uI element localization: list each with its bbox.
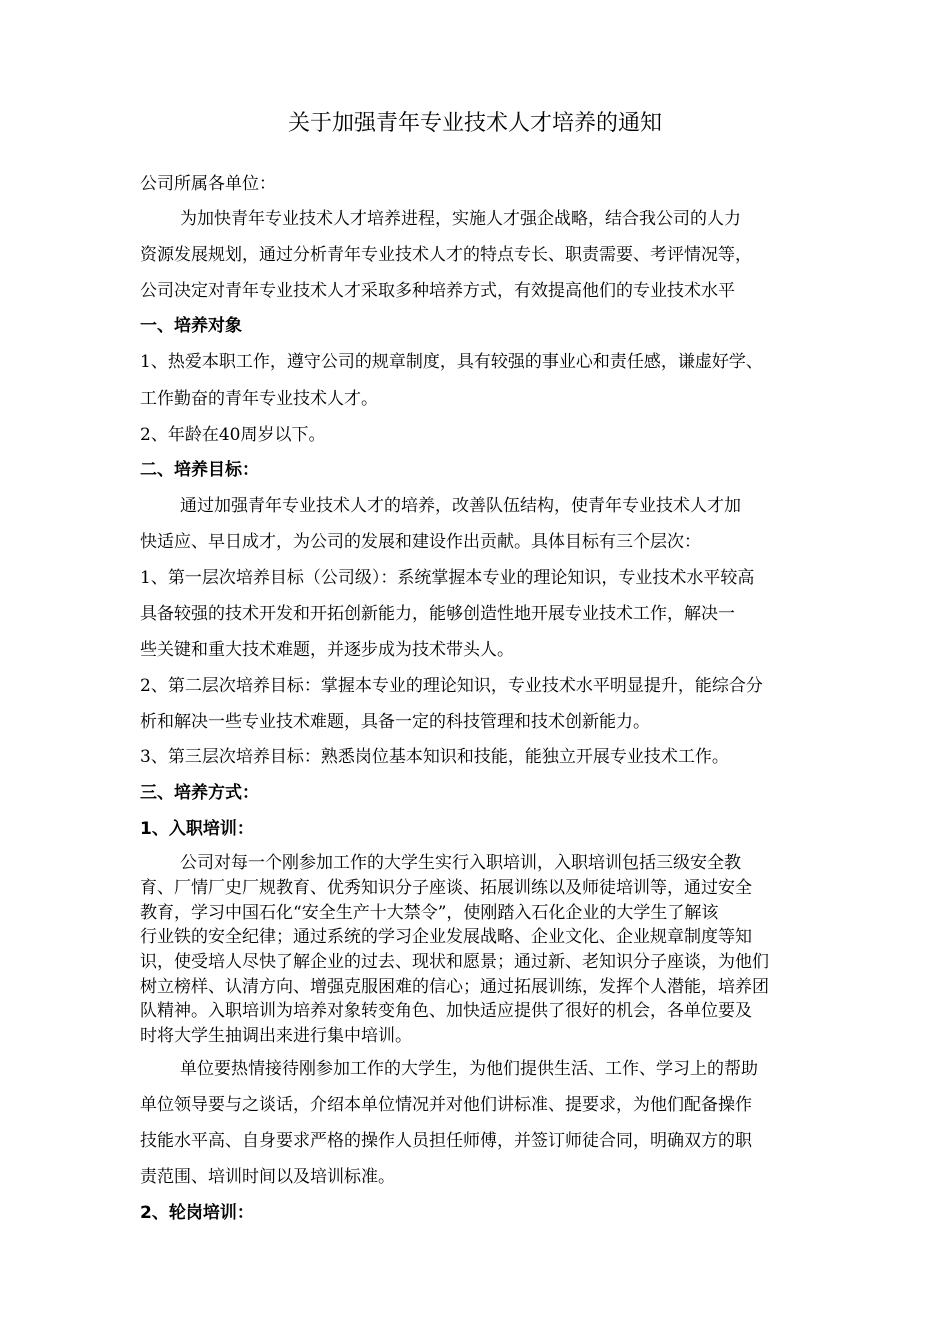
- goal-level-2: 析和解决一些专业技术难题，具备一定的科技管理和技术创新能力。: [140, 712, 650, 732]
- goal-level-2: 2、第二层次培养目标：掌握本专业的理论知识，专业技术水平明显提升，能综合分: [140, 676, 763, 696]
- target-item-2: 2、年龄在40周岁以下。: [140, 425, 326, 445]
- intro-line: 资源发展规划，通过分析青年专业技术人才的特点专长、职责需要、考评情况等，: [140, 245, 752, 265]
- onboarding-para2-line: 单位领导要与之谈话，介绍本单位情况并对他们讲标准、提要求，为他们配备操作: [140, 1095, 752, 1115]
- goals-intro-line: 快适应、早日成才，为公司的发展和建设作出贡献。具体目标有三个层次：: [140, 532, 701, 552]
- onboarding-para2-line: 单位要热情接待刚参加工作的大学生，为他们提供生活、工作、学习上的帮助: [180, 1059, 758, 1079]
- onboarding-para-line: 公司对每一个刚参加工作的大学生实行入职培训，入职培训包括三级安全教: [180, 853, 741, 873]
- section-heading-methods: 三、培养方式：: [140, 783, 259, 803]
- section-heading-targets: 一、培养对象: [140, 316, 242, 336]
- onboarding-para2-line: 技能水平高、自身要求严格的操作人员担任师傅，并签订师徒合同，明确双方的职: [140, 1131, 752, 1151]
- document-title: 关于加强青年专业技术人才培养的通知: [287, 111, 662, 136]
- section-heading-goals: 二、培养目标：: [140, 460, 259, 480]
- onboarding-para-line: 识，使受培人尽快了解企业的过去、现状和愿景；通过新、老知识分子座谈，为他们: [140, 952, 769, 972]
- subsection-heading-rotation: 2、轮岗培训：: [140, 1203, 254, 1223]
- goal-level-1: 具备较强的技术开发和开拓创新能力，能够创造性地开展专业技术工作，解决一: [140, 604, 735, 624]
- onboarding-para-line: 队精神。入职培训为培养对象转变角色、加快适应提供了很好的机会，各单位要及: [140, 1001, 752, 1021]
- goal-level-3: 3、第三层次培养目标：熟悉岗位基本知识和技能，能独立开展专业技术工作。: [140, 747, 729, 767]
- intro-line: 为加快青年专业技术人才培养进程，实施人才强企战略，结合我公司的人力: [180, 209, 741, 229]
- intro-line: 公司决定对青年专业技术人才采取多种培养方式，有效提高他们的专业技术水平: [140, 281, 735, 301]
- onboarding-para-line: 育、厂情厂史厂规教育、优秀知识分子座谈、拓展训练以及师徒培训等，通过安全: [140, 878, 752, 898]
- onboarding-para-line: 教育，学习中国石化“安全生产十大禁令”，使刚踏入石化企业的大学生了解该: [140, 903, 719, 923]
- onboarding-para2-line: 责范围、培训时间以及培训标准。: [140, 1167, 395, 1187]
- target-item-1: 1、热爱本职工作，遵守公司的规章制度，具有较强的事业心和责任感，谦虚好学、: [140, 352, 763, 372]
- goals-intro-line: 通过加强青年专业技术人才的培养，改善队伍结构，使青年专业技术人才加: [180, 496, 741, 516]
- goal-level-1: 1、第一层次培养目标（公司级）：系统掌握本专业的理论知识，专业技术水平较高: [140, 568, 755, 588]
- onboarding-para-line: 时将大学生抽调出来进行集中培训。: [140, 1026, 412, 1046]
- onboarding-para-line: 树立榜样、认清方向、增强克服困难的信心；通过拓展训练，发挥个人潜能，培养团: [140, 977, 769, 997]
- subsection-heading-onboarding: 1、入职培训：: [140, 819, 254, 839]
- salutation: 公司所属各单位：: [140, 174, 276, 194]
- target-item-1: 工作勤奋的青年专业技术人才。: [140, 389, 378, 409]
- onboarding-para-line: 行业铁的安全纪律；通过系统的学习企业发展战略、企业文化、企业规章制度等知: [140, 927, 752, 947]
- goal-level-1: 些关键和重大技术难题，并逐步成为技术带头人。: [140, 640, 514, 660]
